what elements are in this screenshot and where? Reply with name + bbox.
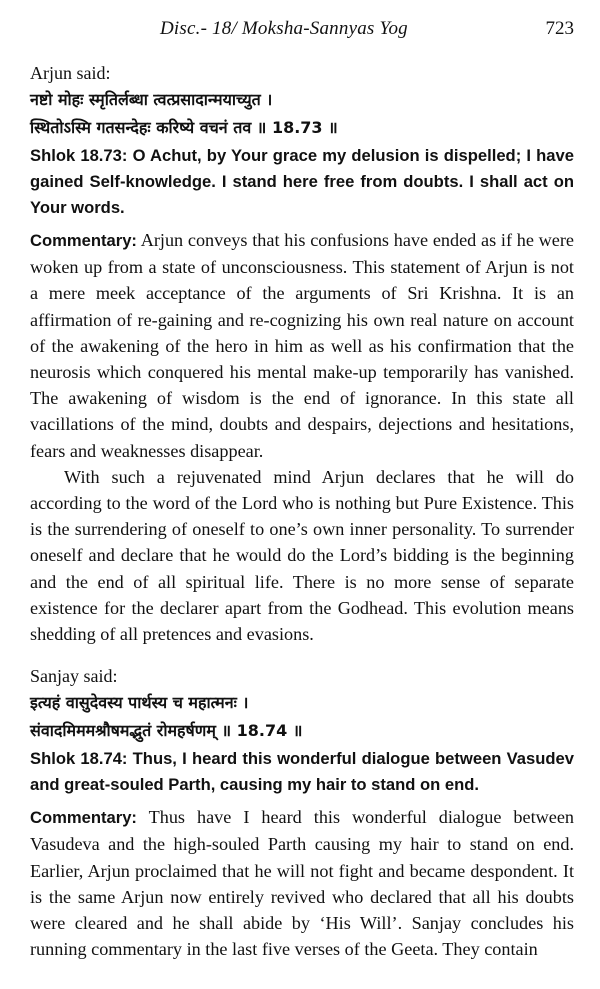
header-title: Disc.- 18/ Moksha-Sannyas Yog xyxy=(160,18,408,39)
shlok-translation: Shlok 18.73: O Achut, by Your grace my delusion is dispelled; I have gained Self-knowledge. I stand here free from doubts. I shall act on Your words. xyxy=(30,146,574,217)
section-shlok-18-73 xyxy=(30,60,574,647)
sanskrit-verse-line-1: इत्यहं वासुदेवस्य पार्थस्य च महात्मनः । xyxy=(30,693,249,713)
body-paragraph: With such a rejuvenated mind Arjun declares that he will do according to the word of the Lord who is nothing but Pure Existence. This is the surrendering of oneself to one’s own inner personality. To surrender oneself and declare that he would do the Lord’s bidding is the beginning and the end of all spiritual life. There is no more sense of separate existence for the declarer apart from the Godhead. This evolution means shedding of all pretences and evasions. xyxy=(30,466,574,645)
speaker-label: Sanjay said: xyxy=(30,666,118,687)
shlok-translation: Shlok 18.74: Thus, I heard this wonderful dialogue between Vasudev and great-souled Parth, causing my hair to stand on end. xyxy=(30,749,574,795)
commentary-label: Commentary: xyxy=(30,808,137,828)
section-shlok-18-74 xyxy=(30,663,574,962)
commentary-text: Thus have I heard this wonderful dialogue between Vasudeva and the high-souled Parth causing my hair to stand on end. Earlier, Arjun proclaimed that he will not fight and became despondent. It is the same Arjun now entirely revived who declared that all his doubts were cleared and he shall abide by ‘His Will’. Sanjay concludes his running commentary in the last five verses of the Geeta. They contain xyxy=(30,807,574,960)
speaker-label: Arjun said: xyxy=(30,63,111,83)
running-header xyxy=(30,0,574,44)
sanskrit-verse-line-1: नष्टो मोहः स्मृतिर्लब्धा त्वत्प्रसादान्मयाच्युत । xyxy=(30,90,273,109)
sanskrit-verse-line-2: स्थितोऽस्मि गतसन्देहः करिष्ये वचनं तव ॥ 18.73 ॥ xyxy=(30,118,338,137)
commentary-paragraph xyxy=(30,227,574,464)
page-number: 723 xyxy=(545,18,574,39)
commentary-paragraph xyxy=(30,804,574,962)
commentary-text: Arjun conveys that his confusions have ended as if he were woken up from a state of unconsciousness. This statement of Arjun is not a mere meek acceptance of the arguments of Sri Krishna. It is an affirmation of re-gaining and re-cognizing his own real nature on account of the awakening of the hero in him as well as his confirmation that the neurosis which conquered his mental make-up temporarily has vanished. The awakening of wisdom is the end of ignorance. In this state all vacillations of the mind, doubts and despairs, dejections and hesitations, fears and weaknesses disappear. xyxy=(30,230,574,461)
sanskrit-verse-line-2: संवादमिममश्रौषमद्भुतं रोमहर्षणम् ॥ 18.74 ॥ xyxy=(30,721,303,741)
commentary-label: Commentary: xyxy=(30,231,137,250)
